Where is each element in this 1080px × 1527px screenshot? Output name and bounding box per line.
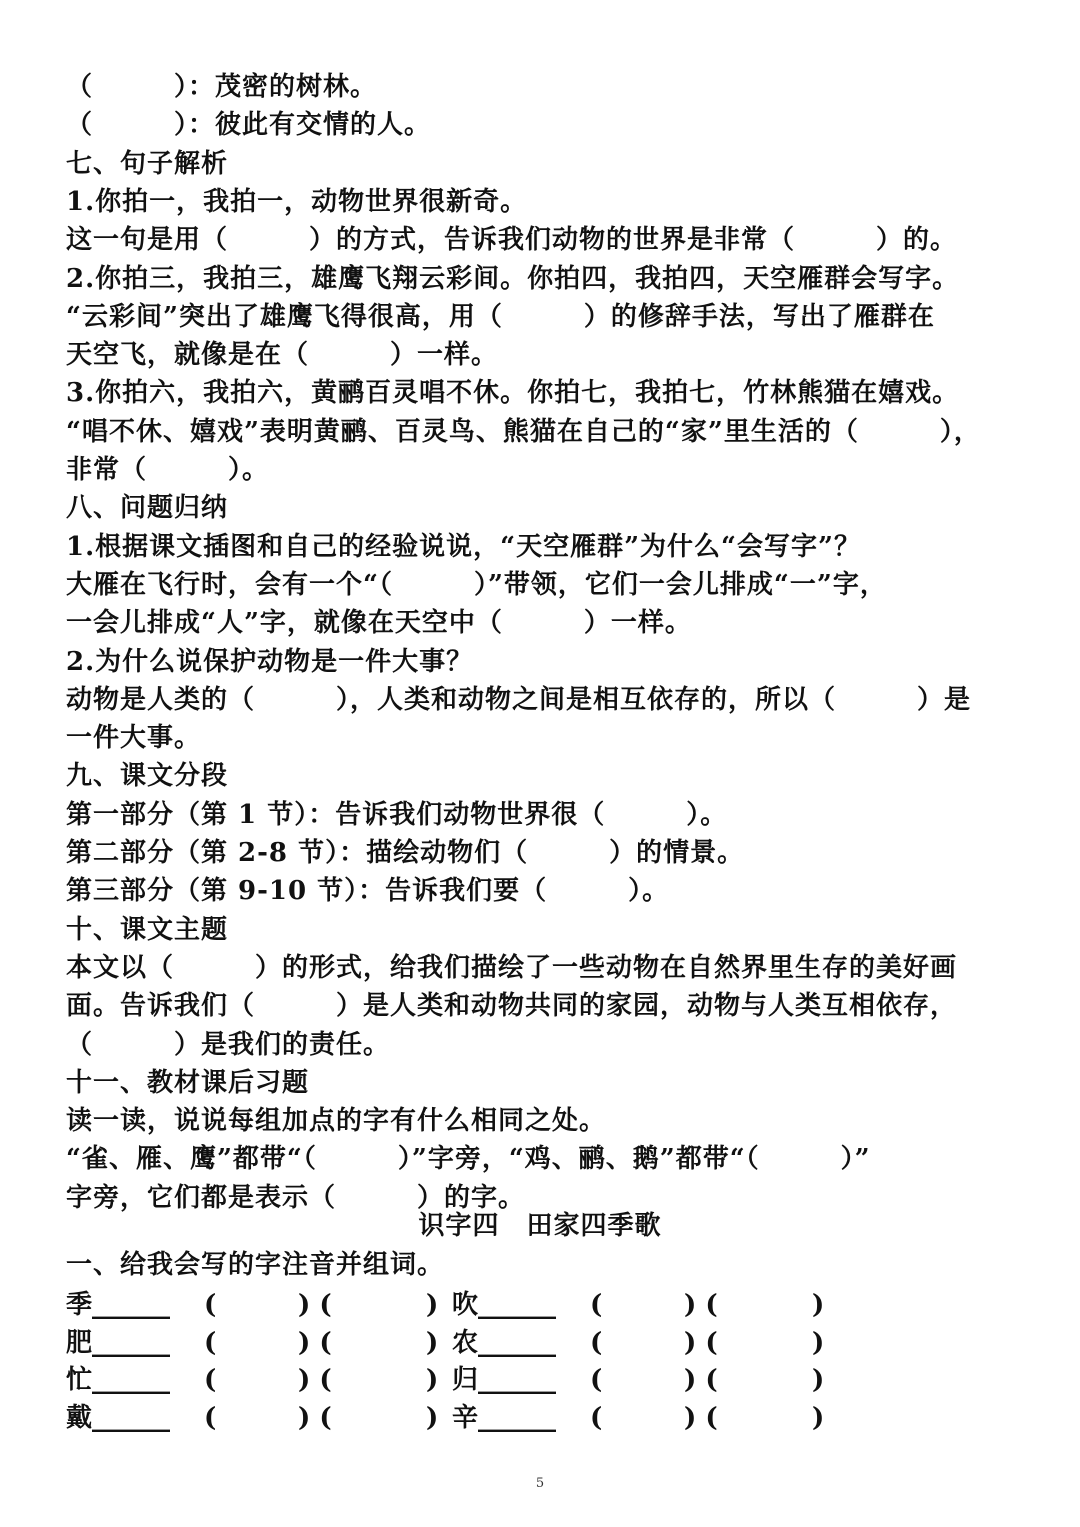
text-line: 一会儿排成“人”字，就像在天空中（ ）一样。	[66, 608, 692, 639]
text-line: （ ）：彼此有交情的人。	[66, 110, 432, 141]
paren-pair: ) (	[684, 1290, 718, 1320]
char-left: 戴______	[66, 1402, 171, 1433]
paren-open: (	[204, 1327, 217, 1358]
paren-open: (	[204, 1365, 217, 1395]
paren-close: )	[426, 1365, 439, 1395]
text-line: 这一句是用（ ）的方式，告诉我们动物的世界是非常（ ）的。	[66, 225, 958, 256]
paren-close: )	[426, 1327, 439, 1358]
text-line: 动物是人类的（ ），人类和动物之间是相互依存的，所以（ ）是	[66, 684, 972, 715]
char-right: 归______	[452, 1365, 557, 1395]
paren-close: )	[812, 1290, 825, 1320]
text-line: 十、课文主题	[66, 914, 229, 945]
text-line: 第三部分（第 9-10 节）：告诉我们要（ ）。	[66, 876, 670, 907]
text-line: 读一读，说说每组加点的字有什么相同之处。	[66, 1106, 607, 1137]
paren-pair: ) (	[298, 1365, 332, 1395]
text-line: 字旁，它们都是表示（ ）的字。	[66, 1182, 526, 1213]
text-line: 面。告诉我们（ ）是人类和动物共同的家园，动物与人类互相依存，	[66, 991, 958, 1022]
paren-close: )	[812, 1365, 825, 1395]
text-line: 1.你拍一，我拍一，动物世界很新奇。	[66, 186, 528, 217]
text-line: 3.你拍六，我拍六，黄鹂百灵唱不休。你拍七，我拍七，竹林熊猫在嬉戏。	[66, 378, 960, 409]
text-line: 一件大事。	[66, 723, 202, 754]
paren-pair: ) (	[298, 1290, 332, 1320]
paren-pair: ) (	[298, 1327, 332, 1358]
char-right: 辛______	[452, 1402, 557, 1433]
text-line: “雀、雁、鹰”都带“（ ）”字旁，“鸡、鹂、鹅”都带“（ ）”	[66, 1144, 871, 1175]
text-line: 2.你拍三，我拍三，雄鹰飞翔云彩间。你拍四，我拍四，天空雁群会写字。	[66, 263, 960, 294]
paren-pair: ) (	[684, 1327, 718, 1358]
text-line: 非常（ ）。	[66, 455, 270, 485]
text-line: 八、问题归纳	[66, 493, 229, 524]
text-line: （ ）是我们的责任。	[66, 1029, 391, 1060]
paren-open: (	[590, 1402, 603, 1433]
char-right: 吹______	[452, 1290, 557, 1320]
paren-open: (	[204, 1402, 217, 1433]
text-line: 2.为什么说保护动物是一件大事？	[66, 646, 474, 677]
text-line: 七、句子解析	[66, 148, 229, 179]
paren-open: (	[204, 1290, 217, 1320]
text-line: 九、课文分段	[66, 761, 229, 792]
paren-open: (	[590, 1290, 603, 1320]
text-line: 第二部分（第 2-8 节）：描绘动物们（ ）的情景。	[66, 838, 745, 868]
char-left: 忙______	[66, 1365, 171, 1395]
paren-pair: ) (	[684, 1402, 718, 1433]
char-left: 肥______	[66, 1327, 171, 1358]
text-line: 1.根据课文插图和自己的经验说说，“天空雁群”为什么“会写字”？	[66, 531, 861, 562]
lesson-title: 识字四 田家四季歌	[418, 1211, 662, 1241]
section-heading: 一、给我会写的字注音并组词。	[66, 1250, 445, 1280]
text-line: “唱不休、嬉戏”表明黄鹂、百灵鸟、熊猫在自己的“家”里生活的（ ），	[66, 416, 981, 447]
page-number: 5	[535, 1476, 545, 1491]
paren-open: (	[590, 1327, 603, 1358]
char-right: 农______	[452, 1327, 557, 1358]
char-left: 季______	[66, 1290, 171, 1320]
text-line: 本文以（ ）的形式，给我们描绘了一些动物在自然界里生存的美好画	[66, 952, 958, 983]
text-line: 天空飞，就像是在（ ）一样。	[66, 340, 499, 371]
paren-open: (	[590, 1365, 603, 1395]
paren-close: )	[426, 1290, 439, 1320]
paren-close: )	[812, 1327, 825, 1358]
paren-close: )	[426, 1402, 439, 1433]
text-line: （ ）：茂密的树林。	[66, 72, 378, 102]
paren-pair: ) (	[298, 1402, 332, 1433]
text-line: 第一部分（第 1 节）：告诉我们动物世界很（ ）。	[66, 799, 728, 830]
text-line: “云彩间”突出了雄鹰飞得很高，用（ ）的修辞手法，写出了雁群在	[66, 301, 935, 332]
paren-close: )	[812, 1402, 825, 1433]
text-line: 大雁在飞行时，会有一个“（ ）”带领，它们一会儿排成“一”字，	[66, 569, 887, 600]
text-line: 十一、教材课后习题	[66, 1067, 310, 1098]
paren-pair: ) (	[684, 1365, 718, 1395]
